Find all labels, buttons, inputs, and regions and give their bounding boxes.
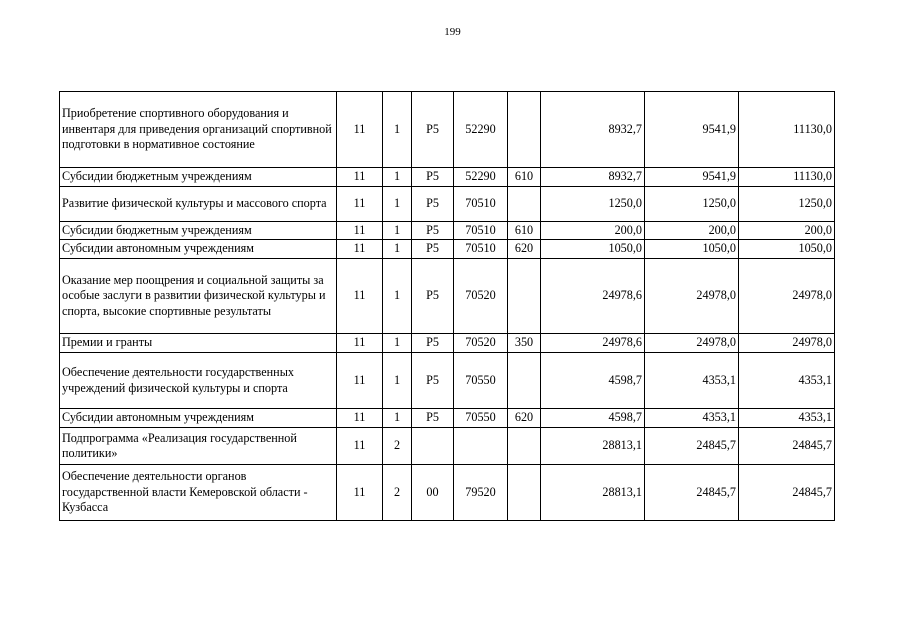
subsection-cell: 1 [383,92,412,168]
article-cell: 52290 [454,92,508,168]
subsection-cell: 1 [383,187,412,222]
amount-year3: 4353,1 [739,409,835,428]
program-cell: 00 [412,465,454,521]
section-cell: 11 [337,259,383,334]
amount-year2: 1050,0 [645,240,739,259]
subsection-cell: 1 [383,409,412,428]
program-cell: P5 [412,168,454,187]
article-cell: 70550 [454,353,508,409]
article-cell: 70510 [454,187,508,222]
article-cell: 70550 [454,409,508,428]
article-cell: 52290 [454,168,508,187]
amount-year3: 11130,0 [739,92,835,168]
expense-type-cell [508,187,541,222]
amount-year3: 24978,0 [739,259,835,334]
amount-year3: 4353,1 [739,353,835,409]
expense-type-cell [508,353,541,409]
program-cell: P5 [412,187,454,222]
program-cell: P5 [412,92,454,168]
program-cell: P5 [412,222,454,240]
row-name: Субсидии автономным учреждениям [60,240,337,259]
page-number: 199 [444,26,461,38]
table-row [60,168,835,187]
table-row [60,222,835,240]
section-cell: 11 [337,240,383,259]
program-cell: P5 [412,259,454,334]
article-cell [454,428,508,465]
table-row [60,465,835,521]
amount-year3: 1250,0 [739,187,835,222]
article-cell: 70520 [454,259,508,334]
table-row [60,409,835,428]
section-cell: 11 [337,92,383,168]
amount-year1: 8932,7 [541,168,645,187]
table-row [60,240,835,259]
subsection-cell: 1 [383,222,412,240]
table-row [60,187,835,222]
table-row [60,353,835,409]
expense-type-cell [508,428,541,465]
expense-type-cell: 620 [508,240,541,259]
section-cell: 11 [337,465,383,521]
subsection-cell: 1 [383,353,412,409]
amount-year2: 9541,9 [645,92,739,168]
amount-year2: 9541,9 [645,168,739,187]
row-name: Субсидии бюджетным учреждениям [60,222,337,240]
amount-year1: 1050,0 [541,240,645,259]
section-cell: 11 [337,409,383,428]
section-cell: 11 [337,353,383,409]
amount-year2: 4353,1 [645,409,739,428]
subsection-cell: 2 [383,428,412,465]
row-name: Оказание мер поощрения и социальной защиты за особые заслуги в развитии физической культуры и спорта, высокие спортивные результаты [60,259,337,334]
table-row [60,334,835,353]
amount-year2: 1250,0 [645,187,739,222]
amount-year3: 200,0 [739,222,835,240]
budget-table [59,91,835,521]
amount-year1: 1250,0 [541,187,645,222]
amount-year3: 24978,0 [739,334,835,353]
subsection-cell: 1 [383,240,412,259]
row-name: Подпрограмма «Реализация государственной политики» [60,428,337,465]
amount-year3: 24845,7 [739,428,835,465]
expense-type-cell [508,465,541,521]
section-cell: 11 [337,222,383,240]
amount-year2: 4353,1 [645,353,739,409]
program-cell: P5 [412,409,454,428]
row-name: Обеспечение деятельности органов государственной власти Кемеровской области - Кузбасса [60,465,337,521]
expense-type-cell [508,92,541,168]
amount-year2: 24845,7 [645,428,739,465]
subsection-cell: 1 [383,334,412,353]
expense-type-cell: 350 [508,334,541,353]
row-name: Обеспечение деятельности государственных учреждений физической культуры и спорта [60,353,337,409]
amount-year1: 200,0 [541,222,645,240]
article-cell: 70520 [454,334,508,353]
section-cell: 11 [337,187,383,222]
expense-type-cell: 610 [508,168,541,187]
program-cell [412,428,454,465]
expense-type-cell [508,259,541,334]
expense-type-cell: 620 [508,409,541,428]
program-cell: P5 [412,240,454,259]
amount-year1: 24978,6 [541,259,645,334]
amount-year1: 8932,7 [541,92,645,168]
amount-year3: 1050,0 [739,240,835,259]
program-cell: P5 [412,353,454,409]
program-cell: P5 [412,334,454,353]
row-name: Развитие физической культуры и массового спорта [60,187,337,222]
row-name: Премии и гранты [60,334,337,353]
amount-year2: 24978,0 [645,334,739,353]
amount-year1: 4598,7 [541,353,645,409]
subsection-cell: 2 [383,465,412,521]
section-cell: 11 [337,428,383,465]
article-cell: 70510 [454,240,508,259]
subsection-cell: 1 [383,168,412,187]
table-row [60,259,835,334]
row-name: Субсидии бюджетным учреждениям [60,168,337,187]
amount-year2: 24845,7 [645,465,739,521]
table-row [60,92,835,168]
amount-year2: 24978,0 [645,259,739,334]
amount-year2: 200,0 [645,222,739,240]
expense-type-cell: 610 [508,222,541,240]
article-cell: 79520 [454,465,508,521]
row-name: Субсидии автономным учреждениям [60,409,337,428]
amount-year3: 24845,7 [739,465,835,521]
article-cell: 70510 [454,222,508,240]
amount-year1: 28813,1 [541,465,645,521]
subsection-cell: 1 [383,259,412,334]
table-row [60,428,835,465]
section-cell: 11 [337,168,383,187]
amount-year1: 24978,6 [541,334,645,353]
amount-year1: 28813,1 [541,428,645,465]
amount-year1: 4598,7 [541,409,645,428]
amount-year3: 11130,0 [739,168,835,187]
row-name: Приобретение спортивного оборудования и инвентаря для приведения организаций спортивной подготовки в нормативное состояние [60,92,337,168]
section-cell: 11 [337,334,383,353]
